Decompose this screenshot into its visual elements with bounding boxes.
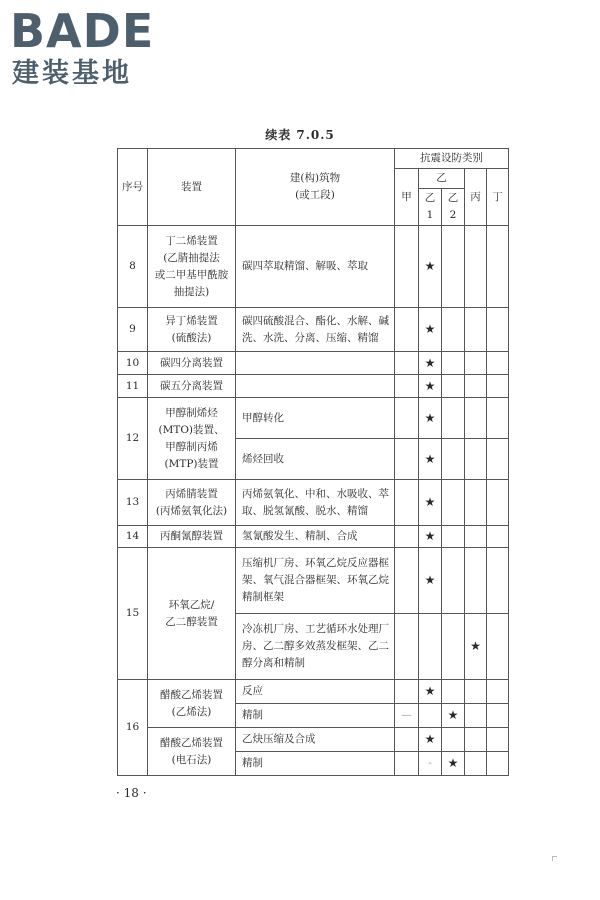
table-row: [118, 680, 509, 704]
header-yi2: 乙 2: [442, 189, 465, 226]
device-name: 异丁烯装置 (硫酸法): [148, 308, 236, 352]
table-row: [118, 352, 509, 375]
star-mark: ★: [419, 680, 442, 704]
dash-mark: -: [419, 752, 442, 776]
star-mark: ★: [419, 398, 442, 439]
seismic-category-table: [117, 148, 509, 776]
star-mark: ★: [419, 526, 442, 548]
star-mark: ★: [419, 548, 442, 614]
table-row: [118, 480, 509, 526]
table-row: [118, 398, 509, 439]
page-number: · 18 ·: [116, 786, 147, 800]
building-name: 氢氰酸发生、精制、合成: [236, 526, 395, 548]
row-number: 14: [118, 526, 148, 548]
building-name: 精制: [236, 704, 395, 728]
building-name: 精制: [236, 752, 395, 776]
scan-mark: [552, 856, 557, 861]
dash-mark: —: [395, 704, 419, 728]
row-number: 13: [118, 480, 148, 526]
star-mark: ★: [442, 752, 465, 776]
building-name: 乙炔压缩及合成: [236, 728, 395, 752]
building-name: 反应: [236, 680, 395, 704]
star-mark: ★: [419, 439, 442, 480]
star-mark: ★: [465, 614, 487, 680]
header-bing: 丙: [465, 169, 487, 226]
device-name: 碳五分离装置: [148, 375, 236, 398]
header-jia: 甲: [395, 169, 419, 226]
building-name: 甲醇转化: [236, 398, 395, 439]
row-number: 12: [118, 398, 148, 480]
row-number: 11: [118, 375, 148, 398]
star-mark: ★: [419, 728, 442, 752]
header-yi: 乙: [419, 169, 465, 189]
table-row: [118, 375, 509, 398]
star-mark: ★: [419, 308, 442, 352]
row-number: 10: [118, 352, 148, 375]
star-mark: ★: [442, 704, 465, 728]
header-yi1: 乙 1: [419, 189, 442, 226]
table-caption: 续表 7.0.5: [265, 128, 335, 142]
building-name: 烯烃回收: [236, 439, 395, 480]
device-name: 环氧乙烷/ 乙二醇装置: [148, 548, 236, 680]
star-mark: ★: [419, 352, 442, 375]
header-no: 序号: [118, 149, 148, 226]
building-name: [236, 352, 395, 375]
table-row: [118, 226, 509, 308]
table-row: [118, 526, 509, 548]
table-row: [118, 308, 509, 352]
bade-logo: [10, 6, 180, 96]
building-name: [236, 375, 395, 398]
device-name: 碳四分离装置: [148, 352, 236, 375]
header-ding: 丁: [487, 169, 509, 226]
device-name: 醋酸乙烯装置 (电石法): [148, 728, 236, 776]
header-building: 建(构)筑物 (或工段): [236, 149, 395, 226]
table-row: [118, 728, 509, 752]
star-mark: ★: [419, 375, 442, 398]
logo-text-en: BADE: [10, 4, 155, 58]
row-number: 15: [118, 548, 148, 680]
star-mark: ★: [419, 226, 442, 308]
building-name: 冷冻机厂房、工艺循环水处理厂房、乙二醇多效蒸发框架、乙二醇分离和精制: [236, 614, 395, 680]
device-name: 丙酮氰醇装置: [148, 526, 236, 548]
row-number: 16: [118, 680, 148, 776]
device-name: 丙烯腈装置 (丙烯氨氧化法): [148, 480, 236, 526]
table-row: [118, 548, 509, 614]
header-category: 抗震设防类别: [395, 149, 509, 169]
row-number: 8: [118, 226, 148, 308]
row-number: 9: [118, 308, 148, 352]
building-name: 碳四萃取精馏、解吸、萃取: [236, 226, 395, 308]
star-mark: ★: [419, 480, 442, 526]
logo-text-cn: 建装基地: [12, 58, 132, 89]
device-name: 丁二烯装置 (乙腈抽提法 或二甲基甲酰胺 抽提法): [148, 226, 236, 308]
building-name: 碳四硫酸混合、酯化、水解、碱洗、水洗、分离、压缩、精馏: [236, 308, 395, 352]
building-name: 丙烯氨氧化、中和、水吸收、萃取、脱氢氰酸、脱水、精馏: [236, 480, 395, 526]
device-name: 醋酸乙烯装置 (乙烯法): [148, 680, 236, 728]
header-device: 装置: [148, 149, 236, 226]
device-name: 甲醇制烯烃 (MTO)装置、 甲醇制丙烯 (MTP)装置: [148, 398, 236, 480]
building-name: 压缩机厂房、环氧乙烷反应器框架、氧气混合器框架、环氧乙烷精制框架: [236, 548, 395, 614]
